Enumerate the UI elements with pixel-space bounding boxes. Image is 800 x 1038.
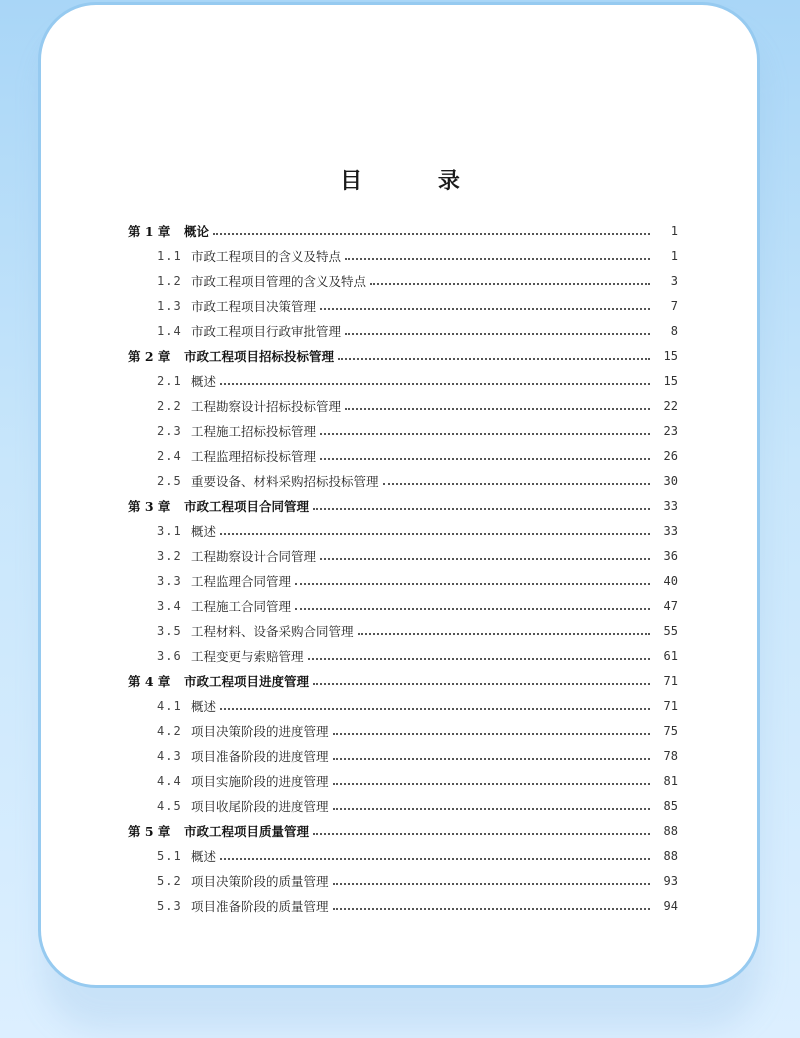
section-title: 项目实施阶段的进度管理 — [191, 773, 329, 789]
toc-chapter-entry[interactable] — [128, 818, 678, 843]
page-number: 88 — [663, 848, 678, 863]
chapter-title: 概论 — [184, 223, 210, 239]
page-number: 23 — [663, 423, 678, 438]
toc-chapter-entry[interactable] — [128, 218, 678, 243]
dot-leader — [333, 783, 650, 785]
section-number: 2.3 — [157, 423, 182, 438]
section-title: 概述 — [191, 523, 217, 539]
section-number: 2.4 — [157, 448, 182, 463]
chapter-title: 市政工程项目合同管理 — [184, 498, 310, 514]
section-title: 工程变更与索赔管理 — [191, 648, 304, 664]
page-number: 36 — [663, 548, 678, 563]
section-number: 2.1 — [157, 373, 182, 388]
chapter-number: 第 5 章 — [128, 823, 171, 839]
toc-chapter-entry[interactable] — [128, 668, 678, 693]
toc-section-entry[interactable] — [128, 518, 678, 543]
toc-section-entry[interactable] — [128, 443, 678, 468]
section-title: 概述 — [191, 698, 217, 714]
dot-leader — [313, 683, 650, 685]
section-number: 1.3 — [157, 298, 182, 313]
dot-leader — [220, 533, 650, 535]
section-title: 项目决策阶段的质量管理 — [191, 873, 329, 889]
section-title: 重要设备、材料采购招标投标管理 — [191, 473, 379, 489]
page-number: 33 — [663, 523, 678, 538]
section-number: 2.2 — [157, 398, 182, 413]
page-number: 85 — [663, 798, 678, 813]
toc-section-entry[interactable] — [128, 418, 678, 443]
dot-leader — [220, 858, 650, 860]
section-title: 项目准备阶段的进度管理 — [191, 748, 329, 764]
toc-section-entry[interactable] — [128, 643, 678, 668]
toc-section-entry[interactable] — [128, 468, 678, 493]
dot-leader — [345, 333, 650, 335]
page-number: 75 — [663, 723, 678, 738]
section-title: 工程监理合同管理 — [191, 573, 292, 589]
page-number: 26 — [663, 448, 678, 463]
chapter-title: 市政工程项目进度管理 — [184, 673, 310, 689]
section-number: 4.4 — [157, 773, 182, 788]
page-number: 22 — [663, 398, 678, 413]
page-number: 61 — [663, 648, 678, 663]
toc-section-entry[interactable] — [128, 568, 678, 593]
section-number: 4.2 — [157, 723, 182, 738]
page-number: 1 — [670, 223, 678, 238]
dot-leader — [308, 658, 650, 660]
dot-leader — [320, 433, 650, 435]
page-number: 1 — [670, 248, 678, 263]
section-number: 4.1 — [157, 698, 182, 713]
toc-section-entry[interactable] — [128, 318, 678, 343]
dot-leader — [220, 383, 650, 385]
toc-section-entry[interactable] — [128, 693, 678, 718]
page-number: 71 — [663, 673, 678, 688]
toc-section-entry[interactable] — [128, 368, 678, 393]
dot-leader — [313, 833, 650, 835]
section-number: 3.5 — [157, 623, 182, 638]
chapter-title: 市政工程项目质量管理 — [184, 823, 310, 839]
section-title: 市政工程项目的含义及特点 — [191, 248, 342, 264]
section-number: 5.2 — [157, 873, 182, 888]
dot-leader — [320, 458, 650, 460]
section-title: 工程材料、设备采购合同管理 — [191, 623, 354, 639]
toc-list — [128, 218, 678, 918]
toc-title: 目 录 — [340, 168, 494, 194]
toc-section-entry[interactable] — [128, 593, 678, 618]
dot-leader — [345, 258, 650, 260]
dot-leader — [338, 358, 650, 360]
page-number: 88 — [663, 823, 678, 838]
section-title: 市政工程项目决策管理 — [191, 298, 317, 314]
section-number: 1.1 — [157, 248, 182, 263]
page-number: 78 — [663, 748, 678, 763]
toc-section-entry[interactable] — [128, 393, 678, 418]
toc-chapter-entry[interactable] — [128, 343, 678, 368]
section-title: 工程施工合同管理 — [191, 598, 292, 614]
dot-leader — [213, 233, 650, 235]
section-number: 3.1 — [157, 523, 182, 538]
page-number: 94 — [663, 898, 678, 913]
section-number: 5.3 — [157, 898, 182, 913]
section-title: 工程监理招标投标管理 — [191, 448, 317, 464]
dot-leader — [220, 708, 650, 710]
section-number: 4.3 — [157, 748, 182, 763]
section-number: 3.6 — [157, 648, 182, 663]
section-title: 工程施工招标投标管理 — [191, 423, 317, 439]
section-number: 5.1 — [157, 848, 182, 863]
dot-leader — [333, 733, 650, 735]
page-number: 81 — [663, 773, 678, 788]
chapter-number: 第 2 章 — [128, 348, 171, 364]
section-title: 项目决策阶段的进度管理 — [191, 723, 329, 739]
section-title: 项目收尾阶段的进度管理 — [191, 798, 329, 814]
toc-section-entry[interactable] — [128, 543, 678, 568]
section-title: 市政工程项目管理的含义及特点 — [191, 273, 367, 289]
toc-section-entry[interactable] — [128, 743, 678, 768]
section-number: 3.2 — [157, 548, 182, 563]
section-title: 项目准备阶段的质量管理 — [191, 898, 329, 914]
toc-section-entry[interactable] — [128, 893, 678, 918]
toc-section-entry[interactable] — [128, 268, 678, 293]
dot-leader — [333, 758, 650, 760]
dot-leader — [383, 483, 650, 485]
dot-leader — [320, 558, 650, 560]
toc-section-entry[interactable] — [128, 868, 678, 893]
page-number: 30 — [663, 473, 678, 488]
toc-section-entry[interactable] — [128, 718, 678, 743]
section-number: 2.5 — [157, 473, 182, 488]
section-number: 3.3 — [157, 573, 182, 588]
chapter-number: 第 4 章 — [128, 673, 171, 689]
chapter-number: 第 3 章 — [128, 498, 171, 514]
page-number: 15 — [663, 348, 678, 363]
page-number: 47 — [663, 598, 678, 613]
dot-leader — [333, 808, 650, 810]
section-number: 3.4 — [157, 598, 182, 613]
chapter-number: 第 1 章 — [128, 223, 171, 239]
page-number: 55 — [663, 623, 678, 638]
section-title: 市政工程项目行政审批管理 — [191, 323, 342, 339]
toc-section-entry[interactable] — [128, 793, 678, 818]
section-number: 1.4 — [157, 323, 182, 338]
page-number: 93 — [663, 873, 678, 888]
dot-leader — [345, 408, 650, 410]
toc-section-entry[interactable] — [128, 768, 678, 793]
toc-section-entry[interactable] — [128, 243, 678, 268]
dot-leader — [320, 308, 650, 310]
section-title: 工程勘察设计合同管理 — [191, 548, 317, 564]
dot-leader — [295, 583, 650, 585]
page-number: 71 — [663, 698, 678, 713]
toc-section-entry[interactable] — [128, 618, 678, 643]
page-number: 15 — [663, 373, 678, 388]
dot-leader — [358, 633, 650, 635]
page-number: 3 — [670, 273, 678, 288]
dot-leader — [295, 608, 650, 610]
dot-leader — [370, 283, 650, 285]
dot-leader — [333, 908, 650, 910]
chapter-title: 市政工程项目招标投标管理 — [184, 348, 335, 364]
section-title: 概述 — [191, 848, 217, 864]
section-number: 1.2 — [157, 273, 182, 288]
page-number: 40 — [663, 573, 678, 588]
section-title: 概述 — [191, 373, 217, 389]
dot-leader — [333, 883, 650, 885]
dot-leader — [313, 508, 650, 510]
page-number: 8 — [670, 323, 678, 338]
section-title: 工程勘察设计招标投标管理 — [191, 398, 342, 414]
toc-section-entry[interactable] — [128, 293, 678, 318]
page-number: 33 — [663, 498, 678, 513]
toc-chapter-entry[interactable] — [128, 493, 678, 518]
page-number: 7 — [670, 298, 678, 313]
section-number: 4.5 — [157, 798, 182, 813]
toc-section-entry[interactable] — [128, 843, 678, 868]
